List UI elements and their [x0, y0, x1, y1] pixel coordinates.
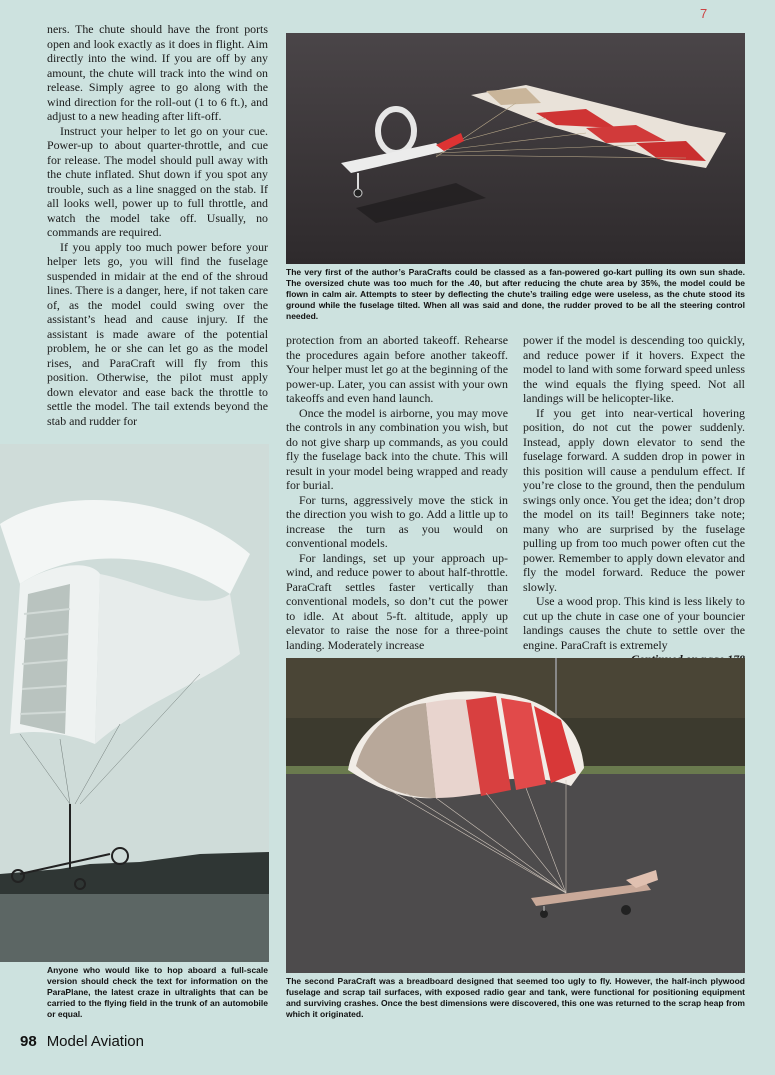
column2-paragraph: protection from an aborted takeoff. Rehearse the procedures again before another takeoff. Your helper must let go at the beginning of the power-up. Later, you can assist with your own takeoffs and even hand launch. [286, 333, 508, 405]
column-1 [47, 22, 268, 428]
column-3 [523, 333, 745, 667]
column3-paragraph: If you get into near-vertical hovering position, do not cut the power suddenly. Instead, apply down elevator to send the fuselage forward. A sudden drop in power in this position will cause a pendulum effect. If you’re close to the ground, then the pendulum swings only once. You get the idea; don’t drop the model on its tail! Beginners take note; many who are surprised by the fuselage pulling up from too much power often cut the power. Remember to apply down elevator and fly the model forward. Reduce the power slowly. [523, 405, 745, 594]
column3-paragraph: power if the model is descending too quickly, and reduce power if it hovers. Expect the model to land with some forward speed unless the wind equals the flying speed. Not all landings will be helicopter-like. [523, 333, 745, 405]
caption-left: Anyone who would like to hop aboard a full-scale version should check the text for information on the ParaPlane, the latest craze in ultralights that can be carried to the flying field in the trunk of an automobile or equal. [47, 965, 268, 1019]
column2-paragraph: For landings, set up your approach up-wind, and reduce power to about half-throttle. ParaCraft settles faster vertically than conventional models, so don’t cut the power to idle. At about 5-ft. altitude, apply up elevator to raise the nose for a three-point landing. Moderately increase [286, 550, 508, 652]
caption-top: The very first of the author’s ParaCrafts could be classed as a fan-powered go-kart pulling its own sun shade. The oversized chute was too much for the .40, but after reducing the chute area by 35%, the model could be flown in calm air. Attempts to steer by deflecting the chute’s trailing edge were useless, as the chute stood its ground while the fuselage tilted. When all was said and done, the rudder proved to be all the steering control needed. [286, 267, 745, 321]
column-2 [286, 333, 508, 652]
paracraft-ground-photo [286, 33, 745, 264]
column1-paragraph: Instruct your helper to let go on your cue. Power-up to about quarter-throttle, and cue for release. The model should pull away with the chute inflated. Shut down if you spot any trouble, such as a line snagged on the stab. If all looks well, power up to full throttle, and watch the model take off. Usually, no commands are required. [47, 123, 268, 239]
column1-paragraph: If you apply too much power before your helper lets go, you will find the fuselage suspended in midair at the end of the shroud lines. There is a danger, here, if not taken care of, as the model could swing over the assistant’s head and cause injury. If the assistant is made aware of the potential problem, he or she can let go as the model rises, and ParaCraft will fly from this position. Otherwise, the pilot must apply down elevator and ease back the throttle to settle the model. The tail extends beyond the stab and rudder for [47, 239, 268, 428]
page-number: 98 [20, 1033, 37, 1050]
photo-first-paracraft [286, 33, 745, 264]
magazine-title: Model Aviation [46, 1033, 144, 1050]
column1-paragraph: ners. The chute should have the front ports open and look exactly as it does in flight. Aim directly into the wind. If you are off by any amount, the chute will track into the wind on release. Simply agree to go along with the wind direction for the roll-out (1 to 6 ft.), and adjust to a new heading after lift-off. [47, 22, 268, 123]
photo-paraplane [0, 444, 269, 962]
column2-paragraph: For turns, aggressively move the stick in the direction you wish to go. Add a little up to increase the turn as you would on conventional models. [286, 492, 508, 550]
photo-second-paracraft [286, 658, 745, 973]
column3-paragraph: Use a wood prop. This kind is less likely to cut up the chute in case one of your bouncier landings causes the chute to settle over the engine. ParaCraft is extremely [523, 594, 745, 652]
paraplane-photo [0, 444, 269, 962]
corner-mark: 7 [700, 6, 708, 21]
column2-paragraph: Once the model is airborne, you may move the controls in any combination you wish, but do not give sharp up commands, as you could fly the fuselage back into the chute. This will result in your model being wrapped and ready for burial. [286, 405, 508, 492]
caption-bottom: The second ParaCraft was a breadboard designed that seemed too ugly to fly. However, the half-inch plywood fuselage and scrap tail surfaces, with exposed radio gear and tank, were functional for positioning equipment and surviving crashes. Once the best dimensions were discovered, this one was returned to the scrap heap from which it originated. [286, 976, 745, 1019]
paracraft-flight-photo [286, 658, 745, 973]
page-footer [20, 1033, 144, 1050]
